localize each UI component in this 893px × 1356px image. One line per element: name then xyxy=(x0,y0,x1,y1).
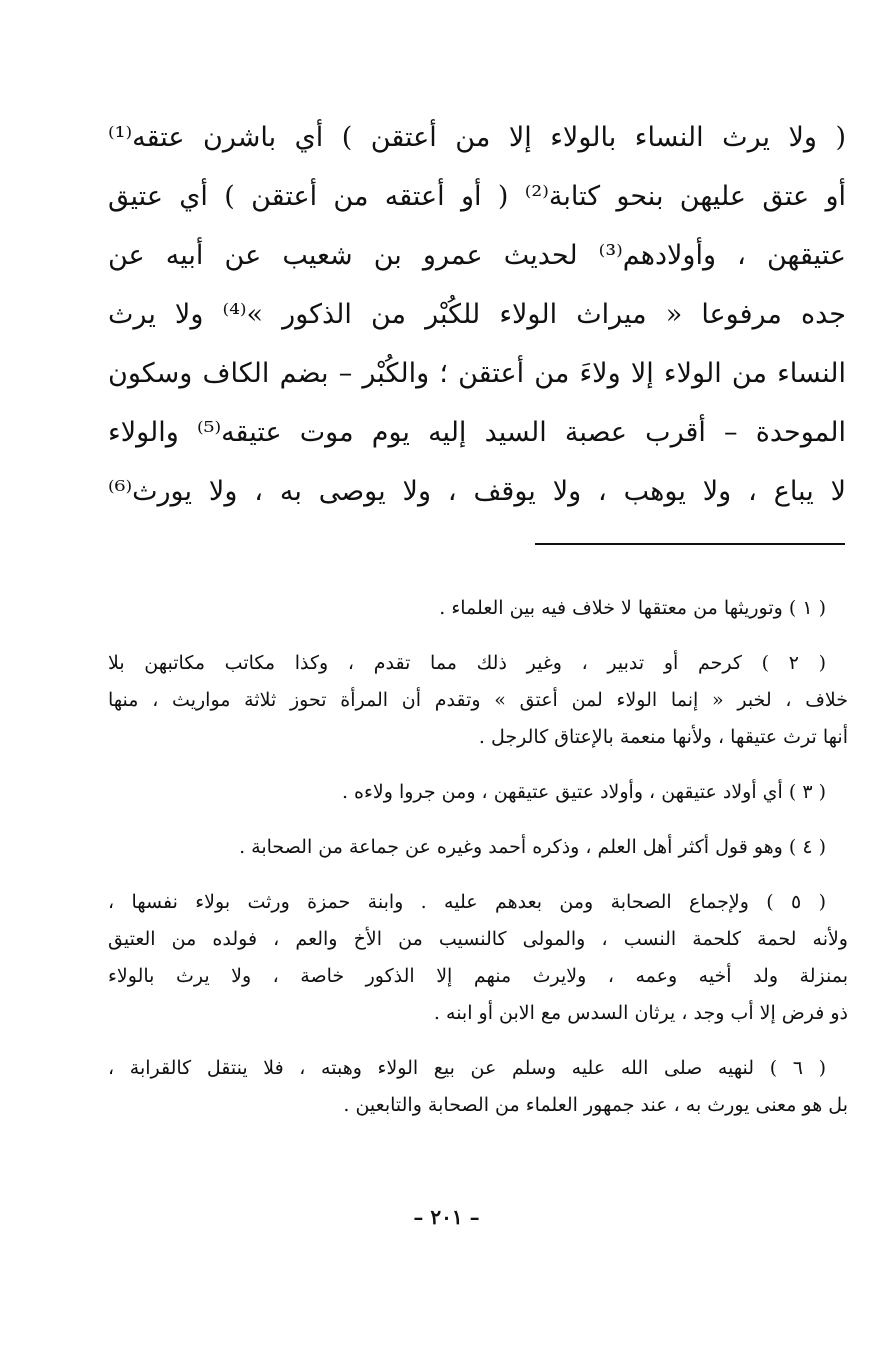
footnote-line: ( ٥ ) ولإجماع الصحابة ومن بعدهم عليه . وابنة حمزة ورثت بولاء نفسها ، xyxy=(108,891,827,913)
footnote-5 xyxy=(108,884,848,1032)
footnote-line: ( ٣ ) أي أولاد عتيقهن ، وأولاد عتيق عتيقهن ، ومن جروا ولاءه . xyxy=(341,781,826,803)
footnote-divider xyxy=(535,543,845,545)
main-text-block xyxy=(108,108,846,521)
main-text-line: لا يباع ، ولا يوهب ، ولا يوقف ، ولا يوصى به ، ولا يورث⁽⁶⁾ xyxy=(108,476,846,507)
footnotes-block xyxy=(108,590,848,1142)
main-text-line: أو عتق عليهن بنحو كتابة⁽²⁾ ( أو أعتقه من أعتقن ) أي عتيق xyxy=(108,181,846,212)
main-text-line: عتيقهن ، وأولادهم⁽³⁾ لحديث عمرو بن شعيب عن أبيه عن xyxy=(108,240,846,271)
footnote-line: أنها ترث عتيقها ، ولأنها منعمة بالإعتاق كالرجل . xyxy=(478,726,848,748)
footnote-3 xyxy=(108,774,848,811)
main-text-line: الموحدة – أقرب عصبة السيد إليه يوم موت عتيقه⁽⁵⁾ والولاء xyxy=(108,417,846,448)
footnote-line: ( ١ ) وتوريثها من معتقها لا خلاف فيه بين العلماء . xyxy=(439,597,826,619)
footnote-line: ( ٦ ) لنهيه صلى الله عليه وسلم عن بيع الولاء وهبته ، فلا ينتقل كالقرابة ، xyxy=(108,1057,827,1079)
footnote-line: ولأنه لحمة كلحمة النسب ، والمولى كالنسيب من الأخ والعم ، فولده من العتيق xyxy=(108,928,848,950)
footnote-1 xyxy=(108,590,848,627)
footnote-line: ( ٢ ) كرحم أو تدبير ، وغير ذلك مما تقدم ، وكذا مكاتب مكاتبهن بلا xyxy=(108,652,826,674)
footnote-line: ذو فرض إلا أب وجد ، يرثان السدس مع الابن أو ابنه . xyxy=(433,1002,848,1024)
footnote-line: ( ٤ ) وهو قول أكثر أهل العلم ، وذكره أحمد وغيره عن جماعة من الصحابة . xyxy=(239,836,826,858)
footnote-4 xyxy=(108,829,848,866)
footnote-2 xyxy=(108,645,848,756)
main-text-line: ( ولا يرث النساء بالولاء إلا من أعتقن ) أي باشرن عتقه⁽¹⁾ xyxy=(108,122,846,153)
footnote-line: بل هو معنى يورث به ، عند جمهور العلماء من الصحابة والتابعين . xyxy=(343,1094,848,1116)
main-text-line: جده مرفوعا « ميراث الولاء للكُبْر من الذكور »⁽⁴⁾ ولا يرث xyxy=(108,299,846,330)
footnote-6 xyxy=(108,1050,848,1124)
main-text-line: النساء من الولاء إلا ولاءَ من أعتقن ؛ والكُبْر – بضم الكاف وسكون xyxy=(108,358,846,389)
page-number: – ٢٠١ – xyxy=(413,1205,480,1229)
footnote-line: خلاف ، لخبر « إنما الولاء لمن أعتق » وتقدم أن المرأة تحوز ثلاثة مواريث ، منها xyxy=(108,689,848,711)
footnote-line: بمنزلة ولد أخيه وعمه ، ولايرث منهم إلا الذكور خاصة ، ولا يرث بالولاء xyxy=(108,965,848,987)
